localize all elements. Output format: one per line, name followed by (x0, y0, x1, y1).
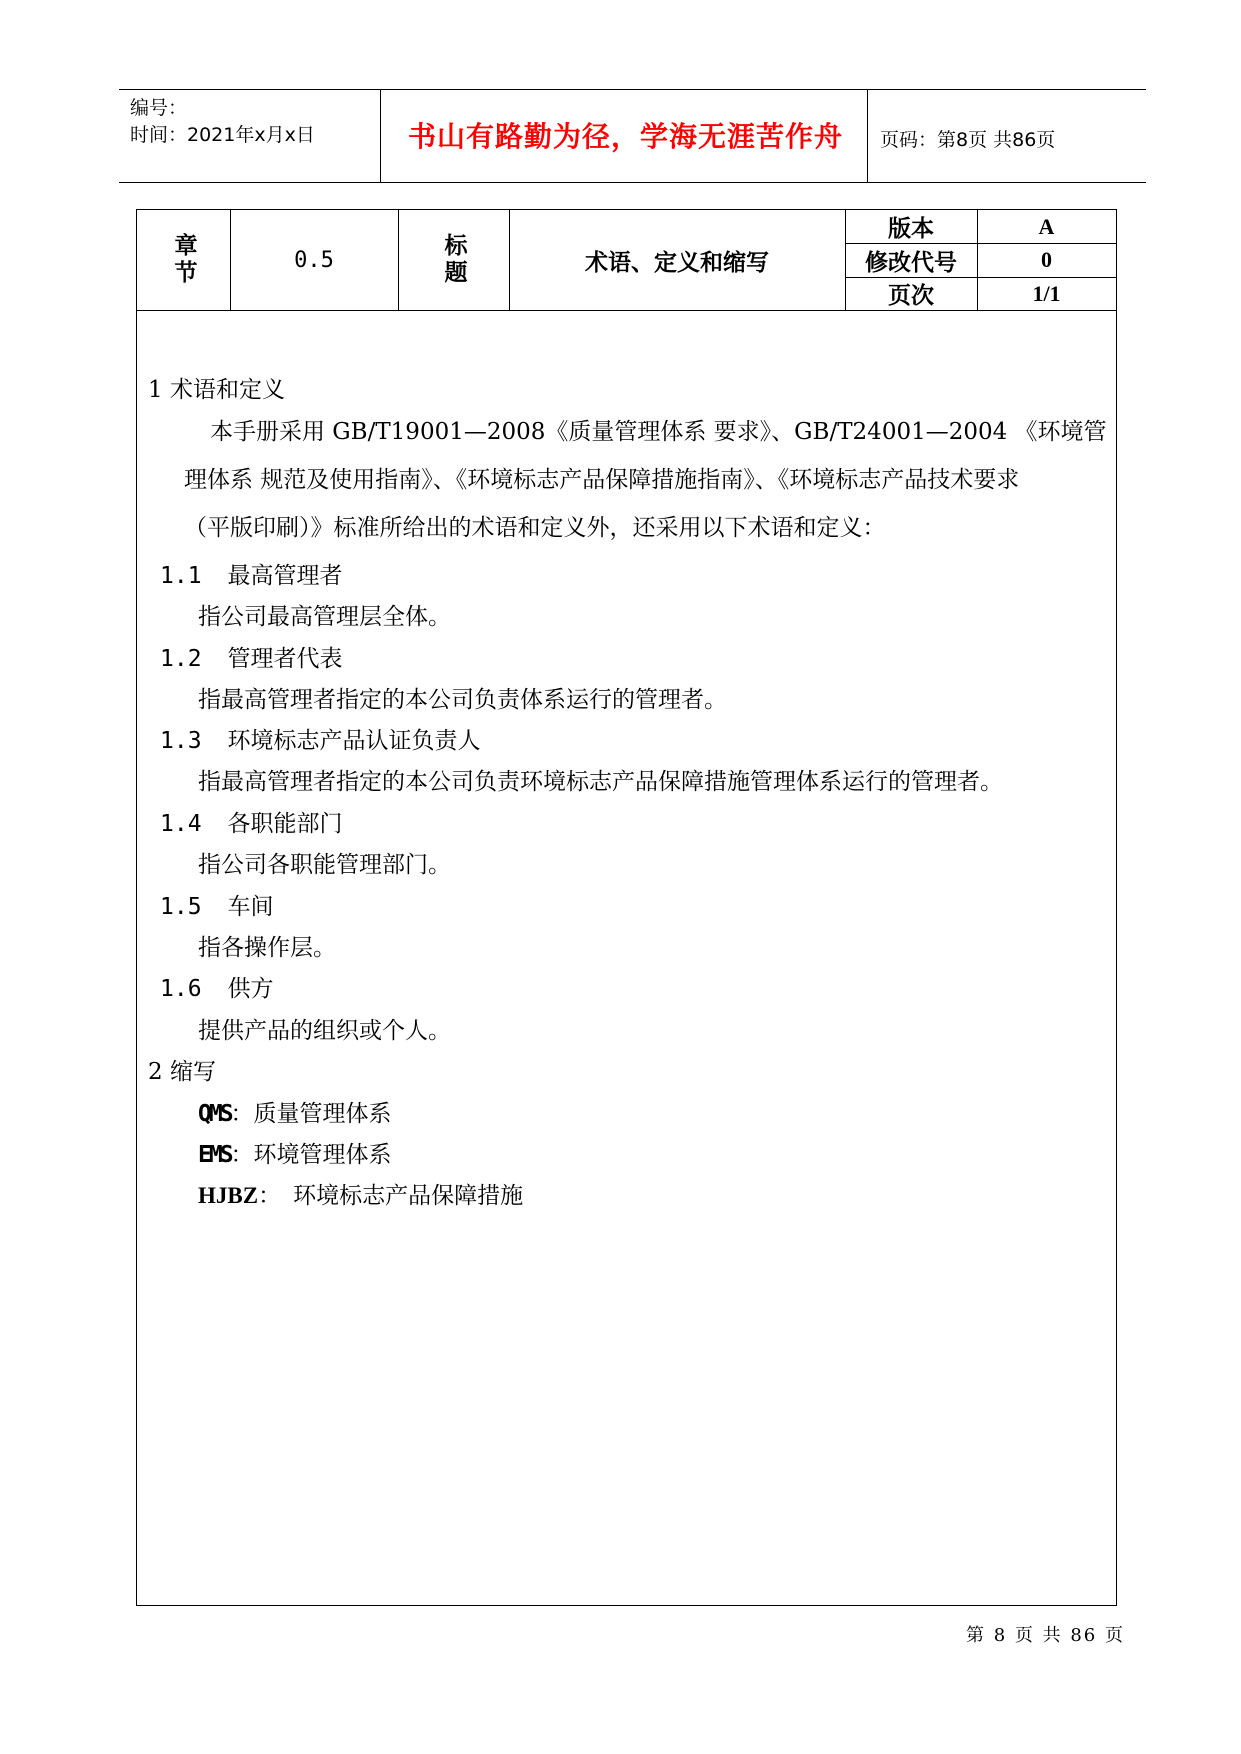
definition-1-4: 指公司各职能管理部门。 (198, 852, 451, 878)
term-name: 供方 (227, 976, 274, 1002)
chapter-label (137, 210, 230, 310)
title-value: 术语、定义和缩写 (585, 248, 769, 276)
abbreviation-ems (198, 1136, 392, 1169)
definition-1-6: 提供产品的组织或个人。 (198, 1018, 451, 1044)
term-name: 最高管理者 (227, 563, 343, 589)
header-motto: 书山有路勤为径，学海无涯苦作舟 (407, 120, 843, 153)
term-number: 1.3 (160, 728, 202, 754)
title-label-text: 标题 (440, 233, 468, 287)
intro-line-1: 本手册采用 GB/T19001—2008《质量管理体系 要求》、GB/T24001—2004 《环境管 (210, 419, 1107, 445)
document-number-label: 编号： (130, 97, 188, 119)
abbreviation-separator: ： (258, 1183, 282, 1209)
term-1-6 (160, 970, 274, 1003)
term-name: 各职能部门 (227, 811, 343, 837)
abbreviation-separator: ： (230, 1142, 254, 1168)
section-1-heading: 1 术语和定义 (148, 377, 285, 403)
chapter-value: 0.5 (294, 247, 334, 273)
definition-1-2: 指最高管理者指定的本公司负责体系运行的管理者。 (198, 687, 727, 713)
revision-value: 0 (1041, 247, 1052, 272)
intro-line-3: （平版印刷）》标准所给出的术语和定义外，还采用以下术语和定义： (184, 515, 886, 541)
header-divider-left (380, 90, 381, 183)
divider (137, 310, 1116, 311)
abbreviation-code: QMS (198, 1101, 231, 1127)
term-1-2 (160, 640, 343, 673)
abbreviation-code: EMS (198, 1142, 231, 1168)
header-bottom-rule (119, 182, 1146, 183)
section-2-heading: 2 缩写 (148, 1059, 216, 1085)
term-number: 1.6 (160, 976, 202, 1002)
page-label: 页次 (888, 282, 934, 309)
intro-line-2: 理体系 规范及使用指南》、《环境标志产品保障措施指南》、《环境标志产品技术要求 (184, 467, 1020, 493)
version-value: A (1038, 213, 1055, 239)
abbreviation-qms (198, 1095, 392, 1128)
abbreviation-separator: ： (230, 1101, 254, 1127)
revision-label: 修改代号 (865, 248, 957, 276)
footer-page-number: 第 8 页 共 86 页 (966, 1625, 1125, 1646)
term-number: 1.4 (160, 811, 202, 837)
abbreviation-hjbz (198, 1177, 523, 1210)
term-number: 1.2 (160, 646, 202, 672)
term-number: 1.1 (160, 563, 202, 589)
term-name: 环境标志产品认证负责人 (227, 728, 481, 754)
chapter-label-text: 章节 (170, 233, 198, 287)
definition-1-3: 指最高管理者指定的本公司负责环境标志产品保障措施管理体系运行的管理者。 (198, 769, 1003, 795)
term-name: 管理者代表 (227, 646, 343, 672)
definition-1-5: 指各操作层。 (198, 935, 336, 961)
definition-1-1: 指公司最高管理层全体。 (198, 604, 451, 630)
term-number: 1.5 (160, 894, 202, 920)
document-time: 时间：2021年x月x日 (130, 124, 315, 146)
abbreviation-meaning: 环境标志产品保障措施 (293, 1183, 524, 1209)
header-page-code: 页码：第8页 共86页 (880, 129, 1056, 151)
version-label: 版本 (888, 215, 934, 242)
abbreviation-meaning: 环境管理体系 (253, 1142, 392, 1168)
term-name: 车间 (227, 894, 274, 920)
title-label (398, 210, 509, 310)
header-top-rule (119, 89, 1146, 90)
term-1-1 (160, 557, 343, 590)
abbreviation-meaning: 质量管理体系 (253, 1101, 392, 1127)
abbreviation-code: HJBZ (198, 1183, 259, 1208)
page-value: 1/1 (1032, 280, 1061, 306)
term-1-5 (160, 888, 274, 921)
term-1-4 (160, 805, 343, 838)
term-1-3 (160, 722, 481, 755)
